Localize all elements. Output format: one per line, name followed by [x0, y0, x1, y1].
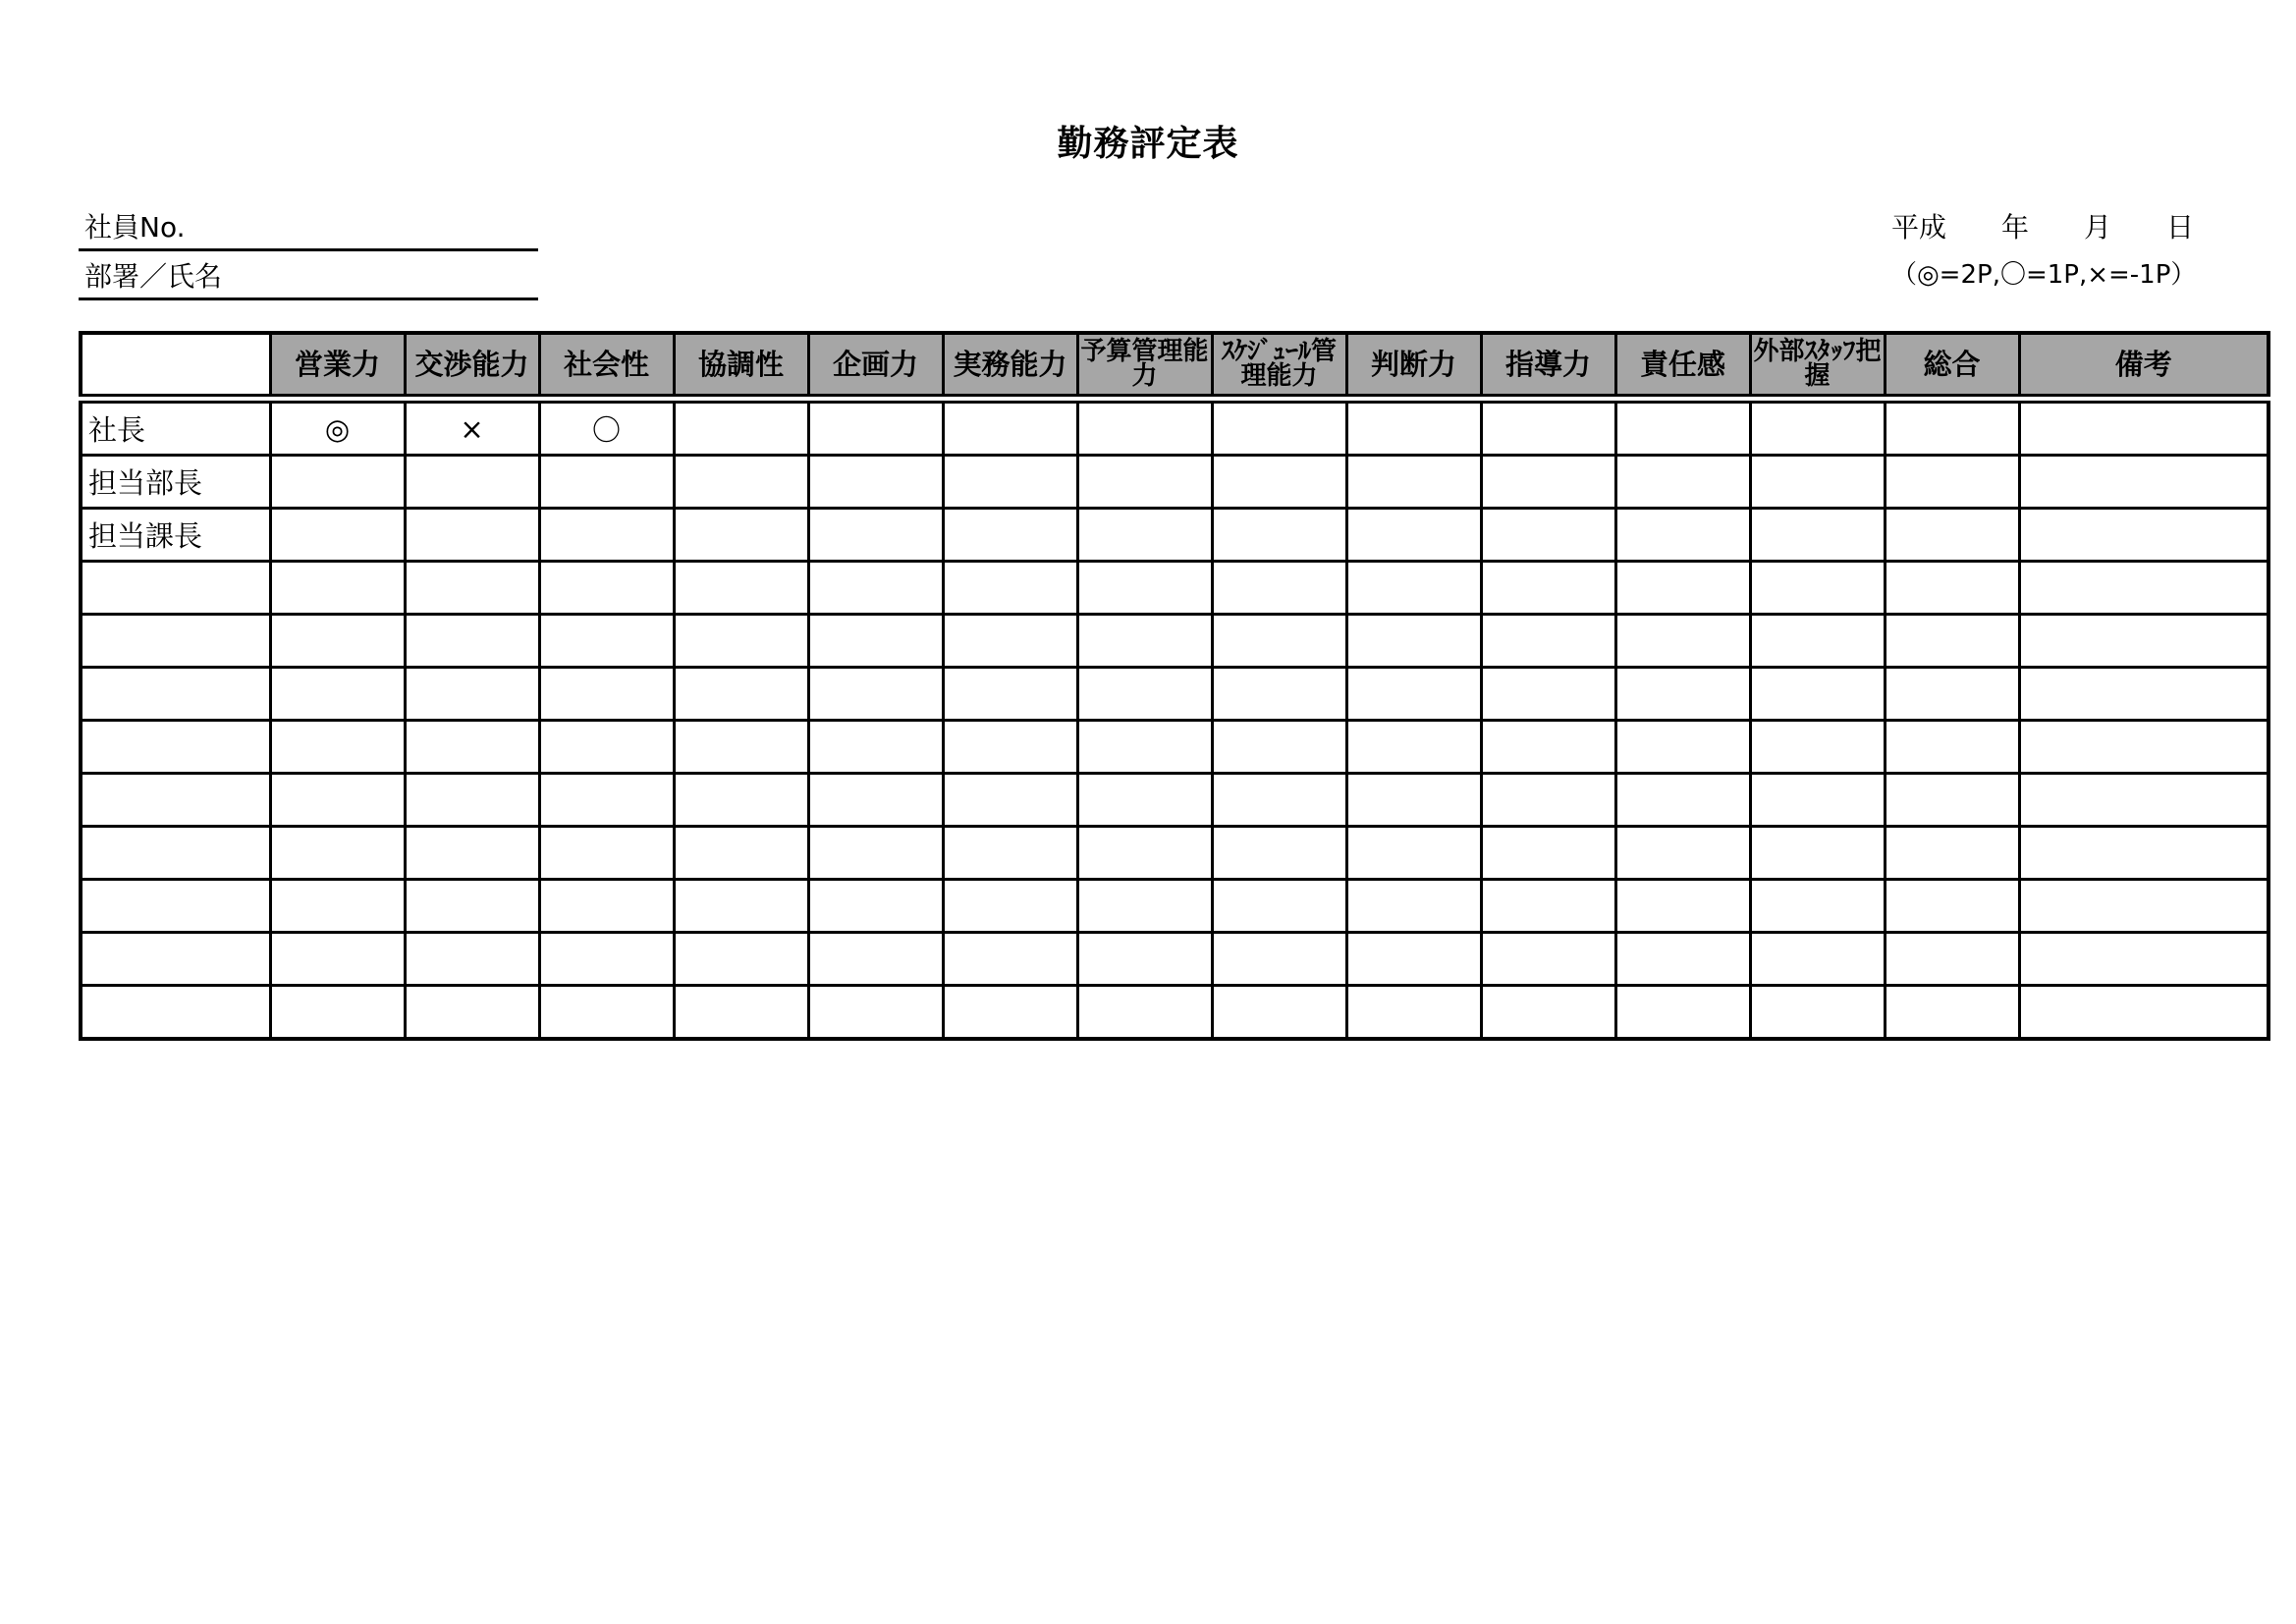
table-cell[interactable] [674, 509, 808, 562]
table-cell[interactable] [1212, 456, 1346, 509]
table-cell[interactable] [1615, 509, 1750, 562]
table-cell[interactable] [808, 615, 943, 668]
table-cell[interactable] [539, 456, 674, 509]
table-cell[interactable] [1077, 986, 1212, 1040]
header-sales-ability: 営業力 [270, 333, 405, 399]
table-row [81, 986, 2269, 1040]
table-cell[interactable] [1212, 562, 1346, 615]
table-cell[interactable] [1212, 774, 1346, 827]
header-schedule-management: ｽｹｼﾞｭｰﾙ管理能力 [1212, 333, 1346, 399]
table-cell[interactable] [2019, 456, 2269, 509]
table-cell[interactable] [405, 456, 539, 509]
table-cell[interactable] [1077, 827, 1212, 880]
row-label [81, 933, 270, 986]
table-cell[interactable] [1077, 880, 1212, 933]
table-cell[interactable] [943, 933, 1077, 986]
table-cell[interactable] [808, 562, 943, 615]
table-cell[interactable] [1212, 880, 1346, 933]
table-cell[interactable] [405, 827, 539, 880]
table-cell[interactable] [808, 986, 943, 1040]
table-cell[interactable] [1346, 933, 1481, 986]
table-body [81, 399, 2269, 1039]
table-cell[interactable] [1885, 456, 2019, 509]
table-cell[interactable] [1885, 986, 2019, 1040]
table-cell[interactable] [539, 721, 674, 774]
table-cell[interactable] [1615, 721, 1750, 774]
table-cell[interactable] [943, 721, 1077, 774]
table-cell[interactable] [2019, 774, 2269, 827]
table-cell[interactable] [1077, 615, 1212, 668]
table-cell[interactable] [2019, 933, 2269, 986]
table-cell[interactable] [1077, 456, 1212, 509]
table-cell[interactable] [1750, 880, 1885, 933]
table-cell[interactable] [270, 880, 405, 933]
table-cell[interactable] [674, 562, 808, 615]
table-cell[interactable] [539, 774, 674, 827]
table-cell[interactable] [1481, 399, 1615, 456]
table-row [81, 509, 2269, 562]
header-external-staff: 外部ｽﾀｯﾌ把握 [1750, 333, 1885, 399]
table-row [81, 880, 2269, 933]
table-cell[interactable] [808, 774, 943, 827]
table-cell[interactable] [808, 880, 943, 933]
header-judgment: 判断力 [1346, 333, 1481, 399]
table-cell[interactable] [943, 615, 1077, 668]
table-cell[interactable] [943, 827, 1077, 880]
table-row [81, 668, 2269, 721]
table-cell[interactable] [1750, 562, 1885, 615]
header-practical-ability: 実務能力 [943, 333, 1077, 399]
table-cell[interactable] [674, 986, 808, 1040]
table-cell[interactable]: × [405, 399, 539, 456]
table-cell[interactable] [270, 509, 405, 562]
table-cell[interactable] [943, 562, 1077, 615]
table-cell[interactable] [1885, 615, 2019, 668]
table-cell[interactable] [1750, 456, 1885, 509]
table-cell[interactable] [1481, 827, 1615, 880]
table-cell[interactable] [405, 562, 539, 615]
table-cell[interactable] [1615, 827, 1750, 880]
table-cell[interactable] [2019, 399, 2269, 456]
table-cell[interactable] [2019, 880, 2269, 933]
table-cell[interactable] [405, 880, 539, 933]
dept-name-field[interactable] [79, 255, 538, 300]
table-cell[interactable] [1077, 562, 1212, 615]
table-cell[interactable] [674, 827, 808, 880]
table-cell[interactable] [1346, 456, 1481, 509]
table-cell[interactable] [2019, 721, 2269, 774]
table-cell[interactable] [1885, 562, 2019, 615]
header-cooperation: 協調性 [674, 333, 808, 399]
table-cell[interactable] [1885, 774, 2019, 827]
header-budget-management: 予算管理能力 [1077, 333, 1212, 399]
table-cell[interactable] [539, 933, 674, 986]
table-cell[interactable] [1750, 668, 1885, 721]
table-cell[interactable] [405, 774, 539, 827]
dept-name-label: 部署／氏名 [84, 260, 223, 293]
table-cell[interactable] [1481, 562, 1615, 615]
table-cell[interactable] [539, 615, 674, 668]
table-cell[interactable] [1615, 562, 1750, 615]
table-cell[interactable] [1885, 668, 2019, 721]
table-cell[interactable] [1481, 615, 1615, 668]
table-cell[interactable] [1750, 721, 1885, 774]
table-cell[interactable] [1750, 774, 1885, 827]
table-cell[interactable] [1212, 721, 1346, 774]
table-cell[interactable] [2019, 562, 2269, 615]
row-label [81, 827, 270, 880]
table-cell[interactable] [405, 615, 539, 668]
table-cell[interactable] [1750, 933, 1885, 986]
table-cell[interactable] [674, 668, 808, 721]
table-cell[interactable] [674, 399, 808, 456]
table-cell[interactable] [1615, 456, 1750, 509]
table-row [81, 399, 2269, 456]
table-cell[interactable] [1077, 774, 1212, 827]
header-responsibility: 責任感 [1615, 333, 1750, 399]
table-cell[interactable] [405, 986, 539, 1040]
table-cell[interactable] [270, 615, 405, 668]
table-cell[interactable] [1885, 399, 2019, 456]
row-label: 担当課長 [81, 509, 270, 562]
table-cell[interactable] [1346, 774, 1481, 827]
table-cell[interactable] [1481, 774, 1615, 827]
table-cell[interactable] [674, 456, 808, 509]
table-cell[interactable] [1212, 668, 1346, 721]
table-row [81, 721, 2269, 774]
table-cell[interactable] [674, 933, 808, 986]
table-cell[interactable] [1212, 933, 1346, 986]
employee-no-label: 社員No. [84, 211, 186, 244]
table-cell[interactable] [270, 986, 405, 1040]
table-cell[interactable] [1750, 986, 1885, 1040]
row-label [81, 880, 270, 933]
row-label [81, 986, 270, 1040]
table-cell[interactable] [943, 986, 1077, 1040]
table-cell[interactable] [2019, 827, 2269, 880]
table-cell[interactable] [270, 456, 405, 509]
table-cell[interactable] [674, 721, 808, 774]
row-label [81, 721, 270, 774]
table-cell[interactable] [943, 774, 1077, 827]
row-label: 社長 [81, 399, 270, 456]
table-cell[interactable] [1481, 880, 1615, 933]
table-cell[interactable] [1750, 827, 1885, 880]
header-planning: 企画力 [808, 333, 943, 399]
header-corner [81, 333, 270, 399]
table-cell[interactable] [1885, 933, 2019, 986]
table-cell[interactable] [1481, 456, 1615, 509]
table-cell[interactable] [674, 615, 808, 668]
table-cell[interactable] [1885, 721, 2019, 774]
table-cell[interactable] [270, 933, 405, 986]
table-cell[interactable] [1346, 615, 1481, 668]
table-cell[interactable] [405, 509, 539, 562]
table-cell[interactable] [1481, 721, 1615, 774]
table-cell[interactable] [1750, 615, 1885, 668]
table-cell[interactable] [1346, 880, 1481, 933]
table-cell[interactable] [270, 668, 405, 721]
table-cell[interactable] [539, 668, 674, 721]
score-legend: （◎=2P,〇=1P,×=-1P） [1891, 260, 2197, 290]
table-row [81, 933, 2269, 986]
header-total: 総合 [1885, 333, 2019, 399]
table-cell[interactable] [1346, 721, 1481, 774]
table-cell[interactable] [2019, 509, 2269, 562]
table-cell[interactable] [1077, 668, 1212, 721]
header-leadership: 指導力 [1481, 333, 1615, 399]
table-cell[interactable] [1615, 933, 1750, 986]
table-cell[interactable] [943, 456, 1077, 509]
table-row [81, 774, 2269, 827]
row-label [81, 562, 270, 615]
table-cell[interactable] [405, 721, 539, 774]
table-cell[interactable] [808, 456, 943, 509]
table-cell[interactable] [674, 880, 808, 933]
table-cell[interactable] [808, 933, 943, 986]
table-cell[interactable] [1481, 509, 1615, 562]
table-cell[interactable] [943, 509, 1077, 562]
table-cell[interactable] [539, 827, 674, 880]
table-cell[interactable] [1346, 562, 1481, 615]
table-cell[interactable] [943, 880, 1077, 933]
table-cell[interactable] [1346, 399, 1481, 456]
table-cell[interactable]: 〇 [539, 399, 674, 456]
table-cell[interactable] [808, 509, 943, 562]
table-cell[interactable] [1346, 668, 1481, 721]
table-cell[interactable] [1077, 509, 1212, 562]
table-cell[interactable] [1615, 668, 1750, 721]
table-cell[interactable] [270, 721, 405, 774]
table-cell[interactable] [405, 668, 539, 721]
evaluation-table [79, 331, 2270, 1041]
table-cell[interactable] [1885, 827, 2019, 880]
table-cell[interactable] [1346, 509, 1481, 562]
table-cell[interactable] [1212, 986, 1346, 1040]
table-cell[interactable] [1481, 933, 1615, 986]
table-row [81, 827, 2269, 880]
table-cell[interactable] [1212, 399, 1346, 456]
header-sociability: 社会性 [539, 333, 674, 399]
row-label [81, 774, 270, 827]
employee-no-field[interactable] [79, 206, 538, 251]
table-cell[interactable] [2019, 668, 2269, 721]
header-row [81, 333, 2269, 399]
table-cell[interactable] [539, 509, 674, 562]
table-cell[interactable] [270, 827, 405, 880]
table-cell[interactable] [1615, 986, 1750, 1040]
table-cell[interactable] [1750, 399, 1885, 456]
table-cell[interactable] [1212, 615, 1346, 668]
table-cell[interactable] [808, 668, 943, 721]
table-cell[interactable] [943, 399, 1077, 456]
table-cell[interactable] [1481, 986, 1615, 1040]
page-title: 勤務評定表 [1057, 124, 1239, 164]
table-cell[interactable] [539, 562, 674, 615]
table-cell[interactable] [808, 721, 943, 774]
table-cell[interactable] [808, 399, 943, 456]
row-label [81, 615, 270, 668]
row-label [81, 668, 270, 721]
table-cell[interactable] [405, 933, 539, 986]
table-row [81, 562, 2269, 615]
table-cell[interactable] [1615, 880, 1750, 933]
table-cell[interactable] [539, 986, 674, 1040]
table-cell[interactable] [1615, 774, 1750, 827]
table-cell[interactable] [1346, 986, 1481, 1040]
table-cell[interactable] [808, 827, 943, 880]
table-cell[interactable] [1885, 880, 2019, 933]
table-cell[interactable] [1077, 933, 1212, 986]
table-cell[interactable] [1885, 509, 2019, 562]
table-row [81, 456, 2269, 509]
table-cell[interactable] [1077, 721, 1212, 774]
table-cell[interactable] [1212, 509, 1346, 562]
table-cell[interactable] [674, 774, 808, 827]
table-cell[interactable] [2019, 615, 2269, 668]
table-cell[interactable] [1615, 399, 1750, 456]
table-row [81, 615, 2269, 668]
table-cell[interactable] [1212, 827, 1346, 880]
table-cell[interactable] [1346, 827, 1481, 880]
table-cell[interactable] [1077, 399, 1212, 456]
table-cell[interactable]: ◎ [270, 399, 405, 456]
table-cell[interactable] [270, 562, 405, 615]
date-line: 平成 年 月 日 [1891, 211, 2195, 244]
row-label: 担当部長 [81, 456, 270, 509]
table-cell[interactable] [270, 774, 405, 827]
table-cell[interactable] [539, 880, 674, 933]
table-cell[interactable] [2019, 986, 2269, 1040]
header-remarks: 備考 [2019, 333, 2269, 399]
table-cell[interactable] [1481, 668, 1615, 721]
table-cell[interactable] [1615, 615, 1750, 668]
table-cell[interactable] [1750, 509, 1885, 562]
table-cell[interactable] [943, 668, 1077, 721]
header-negotiation-ability: 交渉能力 [405, 333, 539, 399]
